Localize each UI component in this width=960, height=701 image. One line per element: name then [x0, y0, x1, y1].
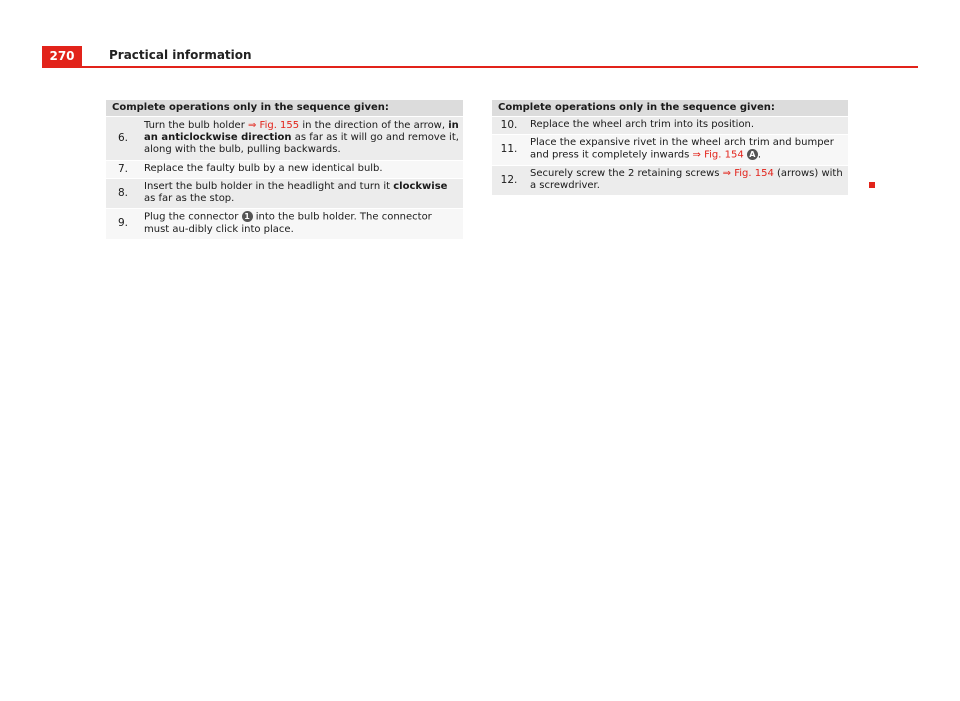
step-number: 10.: [492, 117, 526, 135]
table-row: [106, 117, 463, 161]
step-number: 7.: [106, 161, 140, 179]
step-number: 8.: [106, 179, 140, 209]
table-row: [106, 209, 463, 239]
table-row: [492, 135, 848, 166]
table-row: [492, 165, 848, 195]
step-text: Turn the bulb holder ⇒ Fig. 155 in the direction of the arrow, in an anticlockwise direction as far as it will go and remove it, along with the bulb, pulling backwards.: [140, 117, 463, 161]
figure-link[interactable]: ⇒ Fig. 154: [722, 167, 774, 179]
table-row: [106, 161, 463, 179]
page-title: Practical information: [109, 48, 252, 62]
left-table-heading: Complete operations only in the sequence given:: [106, 100, 463, 117]
step-text: Place the expansive rivet in the wheel arch trim and bumper and press it completely inwards ⇒ Fig. 154 A .: [526, 135, 848, 166]
step-text: Securely screw the 2 retaining screws ⇒ Fig. 154 (arrows) with a screwdriver.: [526, 165, 848, 195]
table-row: [106, 179, 463, 209]
right-steps-table: [492, 100, 848, 195]
page-header: [42, 46, 918, 68]
step-text: Insert the bulb holder in the headlight and turn it clockwise as far as the stop.: [140, 179, 463, 209]
circle-1-icon: 1: [242, 211, 253, 222]
figure-link[interactable]: ⇒ Fig. 155: [247, 120, 300, 131]
step-number: 12.: [492, 165, 526, 195]
step-text: Replace the wheel arch trim into its position.: [526, 117, 848, 135]
table-row: [492, 117, 848, 135]
circle-a-icon: A: [747, 149, 758, 160]
figure-link[interactable]: ⇒ Fig. 154: [692, 149, 744, 161]
left-steps-table: [106, 100, 463, 239]
red-square-icon: [869, 182, 875, 188]
step-text: Plug the connector 1 into the bulb holder. The connector must au-dibly click into place.: [140, 209, 463, 239]
step-number: 11.: [492, 135, 526, 166]
page-number: 270: [42, 46, 82, 66]
step-number: 6.: [106, 117, 140, 161]
header-rule: [42, 66, 918, 68]
right-table-heading: Complete operations only in the sequence given:: [492, 100, 848, 117]
step-text: Replace the faulty bulb by a new identical bulb.: [140, 161, 463, 179]
step-number: 9.: [106, 209, 140, 239]
